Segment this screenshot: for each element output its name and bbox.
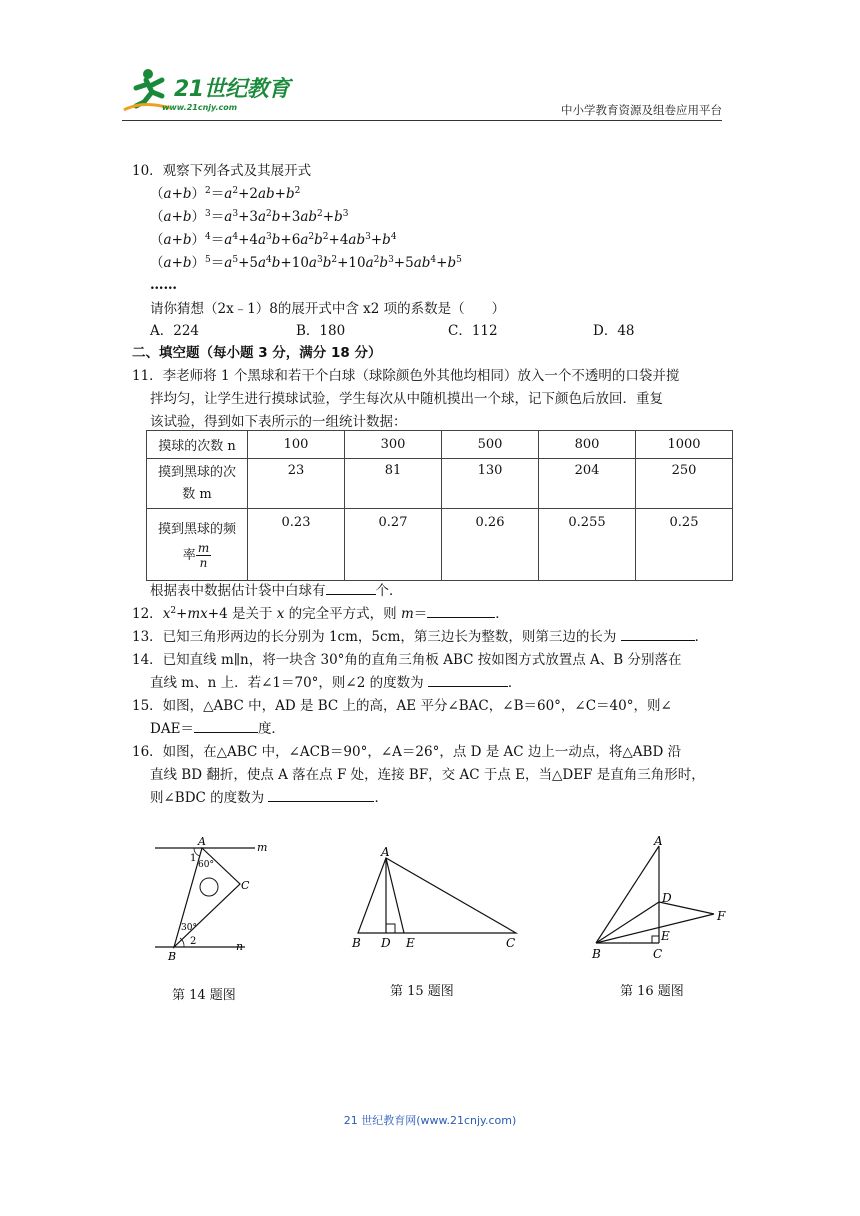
table-cell: 300: [345, 431, 442, 459]
q15-line-1: 15．如图，△ABC 中，AD 是 BC 上的高，AE 平分∠BAC，∠B＝60°，∠C＝40°，则∠: [132, 698, 672, 714]
q10-formula-4: $(a+b)^5=a^5+5a^4b+10a^3b^2+10a^2b^3+5ab^4+b^5$: [150, 255, 462, 271]
page-header: [122, 66, 722, 122]
fig15-label-d: D: [381, 936, 391, 950]
fig14-label-c: C: [241, 879, 250, 892]
fig14-label-1: 1: [190, 853, 197, 864]
q14-line-2: 直线 m、n 上．若∠1＝70°，则∠2 的度数为 ．: [150, 675, 522, 691]
table-cell: 500: [442, 431, 539, 459]
fig15-label-c: C: [506, 936, 516, 950]
fig14-label-2: 2: [190, 936, 197, 947]
table-cell: 0.255: [539, 509, 636, 581]
table-cell: 0.26: [442, 509, 539, 581]
q10-formula-2: $(a+b)^3=a^3+3a^2b+3ab^2+b^3$: [150, 209, 349, 225]
table-header-cell: [147, 459, 248, 509]
table-cell: 0.23: [248, 509, 345, 581]
table-header-cell: [147, 509, 248, 581]
fig16-label-b: B: [592, 947, 601, 961]
q11-line-2: 拌均匀，让学生进行摸球试验，学生每次从中随机摸出一个球，记下颜色后放回．重复: [150, 391, 663, 407]
fig16-label-c: C: [653, 947, 663, 961]
fig16-label-d: D: [662, 891, 672, 905]
q11-tail: 根据表中数据估计袋中白球有 个．: [150, 583, 403, 599]
q10-option-d: D．48: [593, 323, 635, 339]
table-cell: 800: [539, 431, 636, 459]
answer-blank: [621, 627, 695, 641]
figure-14: [150, 834, 270, 964]
platform-title: 中小学教育资源及组卷应用平台: [561, 103, 722, 117]
q12-text: 12．$x^2+mx+4$ 是关于 x 的完全平方式，则 m＝ ．: [132, 606, 509, 622]
q10-question: 请你猜想（2x﹣1）8的展开式中含 x2 项的系数是（ ）: [150, 301, 506, 317]
fig15-caption: 第 15 题图: [390, 984, 454, 999]
q13-text: 13．已知三角形两边的长分别为 1cm，5cm，第三边长为整数，则第三边的长为 ．: [132, 629, 709, 645]
fig16-caption: 第 16 题图: [620, 984, 684, 999]
header-divider: [122, 120, 722, 121]
table-header-text: 摸到黑球的频: [157, 522, 236, 537]
answer-blank: [427, 604, 495, 618]
fig14-label-30: 30°: [181, 923, 197, 933]
fig16-label-f: F: [717, 909, 726, 923]
q10-ellipsis: ……: [150, 277, 177, 293]
q10-formula-1: $(a+b)^2=a^2+2ab+b^2$: [150, 186, 301, 202]
fig15-label-a: A: [381, 845, 390, 859]
figure-16: [588, 832, 738, 966]
q10-option-a: A．224: [150, 323, 200, 339]
table-header-text: 数 m: [182, 486, 212, 502]
fig14-caption: 第 14 题图: [172, 988, 236, 1003]
fig14-label-b: B: [168, 950, 177, 963]
fig14-label-m: m: [257, 841, 268, 854]
table-header-text: 率: [182, 548, 196, 563]
table-cell: 0.27: [345, 509, 442, 581]
table-cell: 1000: [636, 431, 733, 459]
table-row: [147, 509, 733, 581]
q14-line-1: 14．已知直线 m∥n，将一块含 30°角的直角三角板 ABC 按如图方式放置点 A、B 分别落在: [132, 652, 682, 668]
q11-stats-table: [146, 430, 733, 581]
fig16-label-e: E: [661, 929, 670, 943]
figure-15: [346, 840, 526, 952]
fraction-m-over-n: $\frac{m}{n}$: [197, 541, 210, 570]
q10-option-b: B．180: [296, 323, 346, 339]
answer-blank: [326, 581, 376, 595]
q16-line-2: 直线 BD 翻折，使点 A 落在点 F 处，连接 BF，交 AC 于点 E，当△DEF 是直角三角形时，: [150, 767, 705, 783]
logo: [122, 66, 292, 116]
fig14-label-n: n: [236, 940, 244, 953]
fig16-label-a: A: [654, 834, 663, 848]
table-header-text: 摸到黑球的次: [157, 464, 236, 480]
q10-option-c: C．112: [448, 323, 498, 339]
table-row: [147, 431, 733, 459]
q16-line-1: 16．如图，在△ABC 中，∠ACB＝90°，∠A＝26°，点 D 是 AC 边上一动点，将△ABD 沿: [132, 744, 682, 760]
fig14-label-60: 60°: [198, 860, 214, 870]
logo-url: www.21cnjy.com: [162, 103, 238, 112]
q10-stem: 10．观察下列各式及其展开式: [132, 163, 312, 179]
table-cell: 204: [539, 459, 636, 509]
section-2-heading: 二、填空题（每小题 3 分，满分 18 分）: [132, 345, 382, 361]
q11-line-1: 11．李老师将 1 个黑球和若干个白球（球除颜色外其他均相同）放入一个不透明的口袋并搅: [132, 368, 680, 384]
table-cell: 23: [248, 459, 345, 509]
answer-blank: [194, 719, 258, 733]
table-cell: 81: [345, 459, 442, 509]
table-cell: 100: [248, 431, 345, 459]
logo-text: 21世纪教育: [174, 77, 290, 102]
q15-line-2: DAE＝ 度．: [150, 721, 285, 737]
fig14-label-a: A: [198, 835, 206, 848]
q16-line-3: 则∠BDC 的度数为 ．: [150, 790, 388, 806]
page-footer: 21 世纪教育网(www.21cnjy.com): [343, 1114, 517, 1127]
q11-line-3: 该试验，得到如下表所示的一组统计数据：: [150, 414, 407, 430]
answer-blank: [428, 673, 508, 687]
fig15-label-e: E: [406, 936, 415, 950]
table-cell: 0.25: [636, 509, 733, 581]
fig15-label-b: B: [352, 936, 361, 950]
table-row: [147, 459, 733, 509]
answer-blank: [268, 788, 374, 802]
q10-formula-3: $(a+b)^4=a^4+4a^3b+6a^2b^2+4ab^3+b^4$: [150, 232, 397, 248]
table-header-cell: 摸球的次数 n: [147, 431, 248, 459]
table-cell: 130: [442, 459, 539, 509]
table-cell: 250: [636, 459, 733, 509]
